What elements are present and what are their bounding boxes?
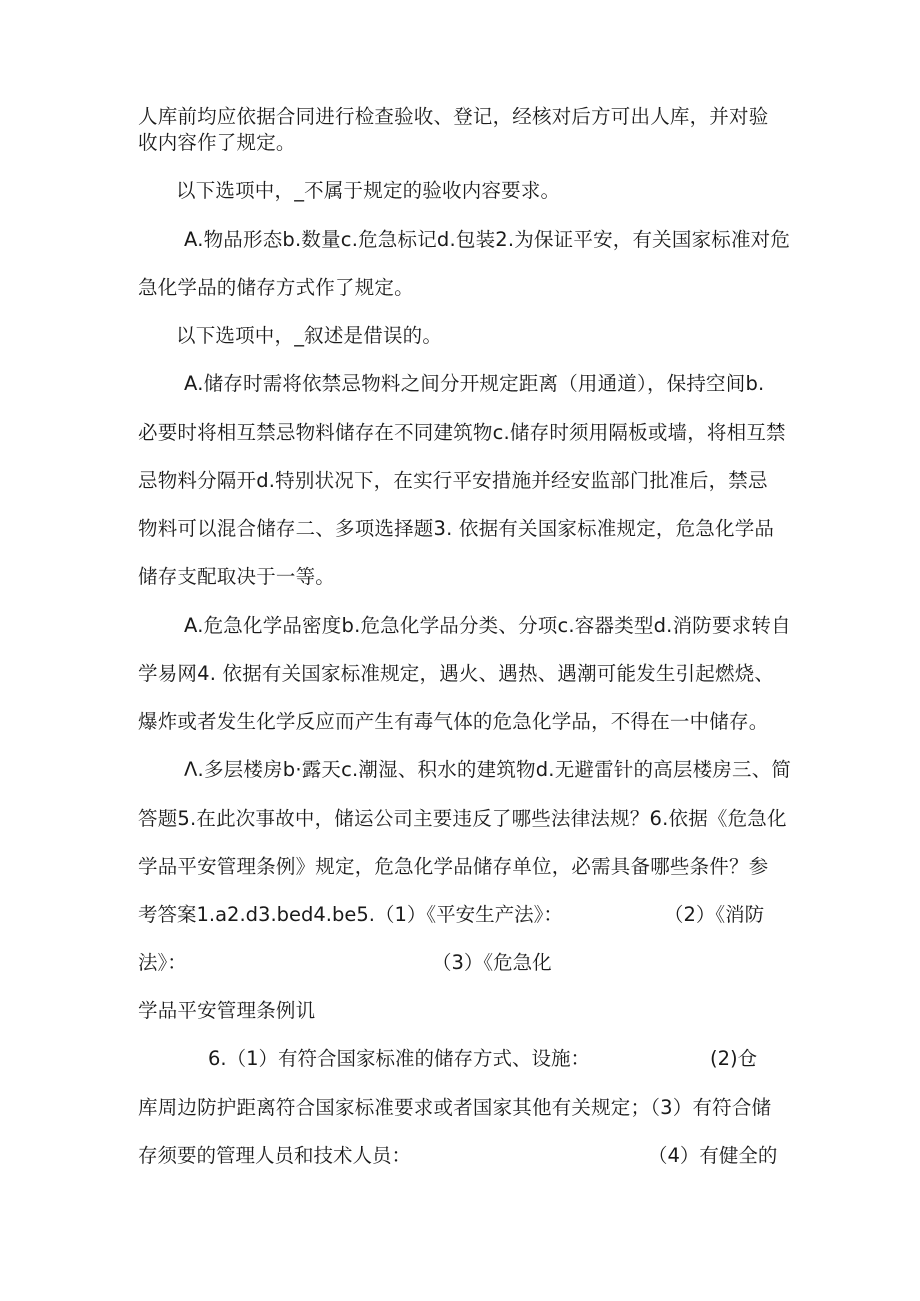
- text-line-21-right: (2)仓: [710, 1047, 758, 1070]
- text-line-15: Λ.多层楼房b·露天c.潮湿、积水的建筑物d.无避雷针的高层楼房三、简: [184, 758, 792, 781]
- text-line-17: 学品平安管理条例》规定，危急化学品储存单位，必需具备哪些条件？参: [138, 855, 769, 878]
- text-line-6: 以下选项中，_叙述是借误的。: [176, 324, 443, 347]
- text-line-14: 爆炸或者发生化学反应而产生有毒气体的危急化学品，不得在一中储存。: [138, 710, 769, 733]
- text-line-10: 物料可以混合储存二、多项选择题3. 依据有关国家标准规定，危急化学品: [138, 517, 775, 540]
- text-line-19-left: 法》：: [138, 951, 187, 974]
- text-line-8: 必要时将相互禁忌物料储存在不同建筑物c.储存时须用隔板或墙，将相互禁: [138, 421, 786, 444]
- text-line-18-right: （2）《消防: [664, 903, 765, 926]
- text-line-5: 急化学品的储存方式作了规定。: [138, 276, 414, 299]
- text-line-13: 学易网4. 依据有关国家标准规定，遇火、遇热、遇潮可能发生引起燃烧、: [138, 662, 775, 685]
- text-line-23-right: （4）有健全的: [648, 1144, 778, 1167]
- text-line-19-right: （3）《危急化: [432, 951, 552, 974]
- text-line-9: 忌物料分隔开d.特别状况下，在实行平安措施并经安监部门批准后，禁忌: [138, 469, 768, 492]
- text-line-2: 收内容作了规定。: [138, 131, 296, 154]
- text-line-20: 学品平安管理条例讥: [138, 999, 316, 1022]
- text-line-1: 人库前均应依据合同进行检查验收、登记，经核对后方可出人库，并对验: [138, 105, 769, 128]
- text-line-11: 储存支配取决于一等。: [138, 565, 336, 588]
- text-line-18-left: 考答案1.a2.d3.bed4.be5.（1）《平安生产法》：: [138, 903, 563, 926]
- text-line-22: 库周边防护距离符合国家标准要求或者国家其他有关规定；（3）有符合储: [138, 1096, 772, 1119]
- text-line-21-left: 6.（1）有符合国家标准的储存方式、设施：: [208, 1047, 591, 1070]
- text-line-12: A.危急化学品密度b.危急化学品分类、分项c.容器类型d.消防要求转自: [184, 614, 791, 637]
- text-line-4: A.物品形态b.数量c.危急标记d.包装2.为保证平安，有关国家标准对危: [184, 228, 791, 251]
- text-line-16: 答题5.在此次事故中，储运公司主要违反了哪些法律法规？6.依据《危急化: [138, 807, 787, 830]
- text-line-3: 以下选项中，_不属于规定的验收内容要求。: [176, 179, 561, 202]
- text-line-7: A.储存时需将依禁忌物料之间分开规定距离（用通道），保持空间b.: [184, 372, 765, 395]
- text-line-23-left: 存须要的管理人员和技术人员：: [138, 1144, 412, 1167]
